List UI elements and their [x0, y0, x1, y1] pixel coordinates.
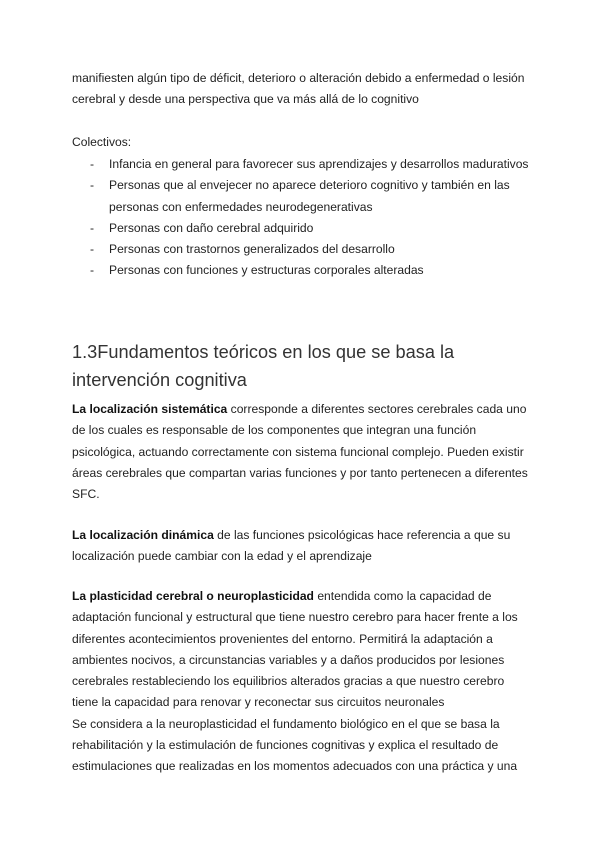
bold-term: La localización dinámica [72, 528, 214, 542]
list-item-text: Personas con funciones y estructuras corporales alteradas [109, 263, 424, 278]
paragraph-text: de las funciones psicológicas hace referencia a que su localización puede cambiar con la edad y el aprendizaje [72, 528, 511, 564]
intro-line-1: manifiesten algún tipo de déficit, deterioro o alteración debido a enfermedad o lesión [72, 71, 525, 85]
list-item [72, 154, 532, 175]
section-title: 1.3Fundamentos teóricos en los que se basa la intervención cognitiva [72, 342, 455, 390]
list-dash: - [90, 242, 95, 257]
colectivos-heading: Colectivos: [72, 135, 132, 149]
list-dash: - [90, 178, 95, 193]
list-item [72, 218, 532, 239]
list-item-text: Infancia en general para favorecer sus aprendizajes y desarrollos madurativos [109, 157, 529, 171]
paragraph-text: entendida como la capacidad de adaptación funcional y estructural que tiene nuestro cerebro para hacer frente a los diferentes acontecimientos provenientes del entorno. Permitirá la adaptación a ambientes nocivos, a circunstancias variables y a daños producidos por lesiones cerebrales restableciendo los equilibrios alterados gracias a que nuestro cerebro tiene la capacidad para renovar y reconectar sus circuitos neuronales [72, 589, 518, 710]
list-dash: - [90, 263, 95, 278]
list-item-text: Personas con daño cerebral adquirido [109, 220, 314, 235]
paragraph-localizacion-dinamica [72, 525, 532, 568]
bold-term: La plasticidad cerebral o neuroplasticidad [72, 589, 314, 603]
colectivos-list [72, 154, 532, 282]
list-item-text: Personas que al envejecer no aparece deterioro cognitivo y también en las personas con enfermedades neurodegenerativas [109, 178, 510, 214]
paragraph-localizacion-sistematica [72, 399, 532, 505]
intro-line-2: cerebral y desde una perspectiva que va más allá de lo cognitivo [72, 92, 419, 107]
intro-paragraph [72, 68, 532, 111]
list-dash: - [90, 157, 95, 171]
list-item-text: Personas con trastornos generalizados del desarrollo [109, 242, 395, 257]
paragraph-text: corresponde a diferentes sectores cerebrales cada uno de los cuales es responsable de los componentes que integran una función psicológica, actuando correctamente con sistema funcional complejo. Pueden existir áreas cerebrales que compartan varias funciones y por tanto pertenecen a diferentes SFC. [72, 402, 528, 502]
bold-term: La localización sistemática [72, 402, 228, 416]
list-dash: - [90, 220, 95, 235]
list-item [72, 175, 532, 218]
paragraph-plasticidad [72, 586, 532, 778]
list-item [72, 260, 532, 281]
paragraph-fundamento: Se considera a la neuroplasticidad el fundamento biológico en el que se basa la rehabilitación y la estimulación de funciones cognitivas y explica el resultado de estimulaciones que realizadas en los momentos adecuados con una práctica y una [72, 716, 518, 774]
list-item [72, 239, 532, 260]
